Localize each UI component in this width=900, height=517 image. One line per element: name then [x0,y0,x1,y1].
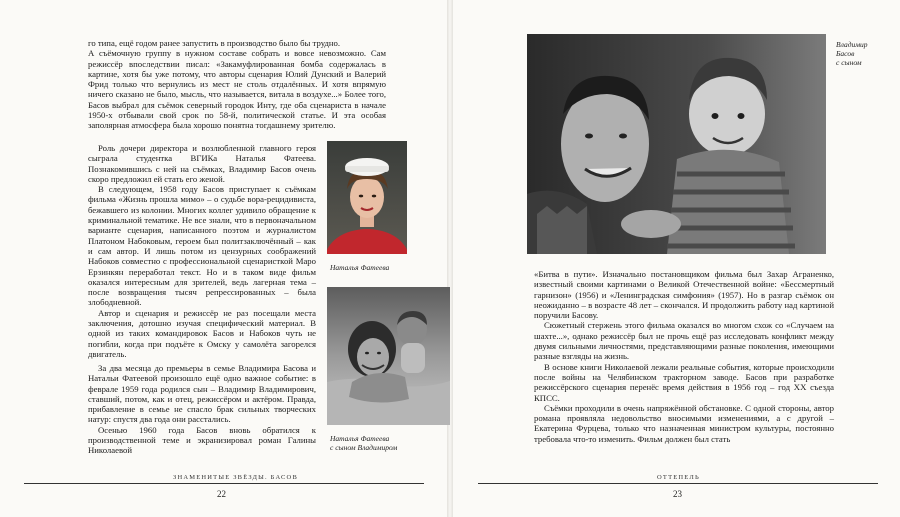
left-text-bottom [88,363,316,456]
footer-rule [24,483,424,484]
photo-caption [330,434,397,452]
paragraph: В основе книги Николаевой лежали реальные события, которые происходили после войны на Челябинском тракторном заводе. Басов при разработке режиссёрского сценария перенёс время действия в 1956 год – год XX съезда КПСС. [534,361,834,403]
caption-line: Владимир [836,40,868,49]
paragraph: В следующем, 1958 году Басов приступает к съёмкам фильма «Жизнь прошла мимо» – о судьбе вора-рецидивиста, бежавшего из колонии. Многих коллег удивило обращение к криминальной тематике. Не все знали, что в первоначальном варианте сценария, написанного поэтом и журналистом Платоном Набоковым, героем был политзаключённый – как и сам автор. И лишь потом из цензурных соображений Набоков совместно с профессиональной сценаристкой Маро Ерзинкян переработал текст. Но и в таком виде фильм оказался интересным для зрителей, ведь лагерная тема – после возвращения тысяч репрессированных – была злободневной. [88,184,316,308]
footer-rule [478,483,878,484]
paragraph: Роль дочери директора и возлюбленной главного героя сыграла студентка ВГИКа Наталья Фатеева. Познакомившись с ней на съёмках, Владимир Басов очень скоро предложил ей стать его женой. [88,143,316,184]
paragraph: Сюжетный стержень этого фильма оказался во многом схож со «Случаем на шахте...», однако режиссёр был не прочь ещё раз исследовать конфликт между двумя сильными личностями, представляющими разные поколения, имеющими разные взгляды на жизнь. [534,320,834,362]
running-head: ОТТЕПЕЛЬ [657,474,700,481]
page-number: 22 [217,489,226,499]
mother-son-photo [327,287,450,425]
left-text-top [88,38,386,131]
caption-line: с сыном [836,58,862,67]
paragraph: го типа, ещё годом ранее запустить в производство было бы трудно. [88,38,341,48]
paragraph: А съёмочную группу в нужном составе собрать и вовсе невозможно. Сам режиссёр впоследствии писал: «Закамуфлированная бомба содержалась в картине, хотя бы уже потому, что авторы сценария Юлий Дунский и Валерий Фрид только что вернулись из мест не столь отдалённых. И хотя впрямую ничего сказано не было, мысль, что называется, витала в воздухе...» Более того, Басов выбрал для съёмок северный городок Инту, где оба сценариста в начале 1950-х отбывали свой срок по 58-й, политической статье. И эта особая заполярная атмосфера была хорошо понятна тогдашнему зрителю. [88,48,386,131]
photo-caption: Наталья Фатеева [330,263,390,272]
caption-line: Басов [836,49,855,58]
right-text [534,269,834,444]
page-number: 23 [673,489,682,499]
running-head: ЗНАМЕНИТЫЕ ЗВЁЗДЫ. БАСОВ [173,474,298,481]
father-son-photo [527,34,826,254]
caption-line: с сыном Владимиром [330,443,398,452]
paragraph: Автор и сценария и режиссёр не раз посещали места заключения, дотошно изучая специфический материал. В одной из таких командировок Басов и Набоков чуть не погибли, когда при подъёте к Омску у самолёта загорелся двигатель. [88,307,316,359]
paragraph: «Битва в пути». Изначально постановщиком фильма был Захар Аграненко, известный своими картинами о Великой Отечественной войне: «Бессмертный гарнизон» (1956) и «Ленинградская симфония» (1957). Но в разгар съёмок он неожиданно – в возрасте 48 лет – скончался. И продолжить работу над картиной поручили Басову. [534,269,834,321]
paragraph: За два месяца до премьеры в семье Владимира Басова и Натальи Фатеевой произошло ещё одно важное событие: в феврале 1959 года родился сын – Владимир Владимирович, ставший, потом, как и отец, режиссёром и актёром. Правда, прибавление в семье не спасло брак сильных творческих натур: спустя два года они расстались. [88,363,316,425]
left-text-middle [88,143,316,359]
photo-caption [836,40,886,67]
portrait-photo [327,141,407,254]
caption-line: Наталья Фатеева [330,434,390,443]
paragraph: Осенью 1960 года Басов вновь обратился к производственной теме и экранизировал роман Галины Николаевой [88,424,316,456]
paragraph: Съёмки проходили в очень напряжённой обстановке. С одной стороны, автор романа проявляла недовольство вносимыми изменениями, а с другой – Екатерина Фурцева, только что назначенная министром культуры, постоянно требовала что-то изменить. Фильм должен был стать [534,402,834,444]
